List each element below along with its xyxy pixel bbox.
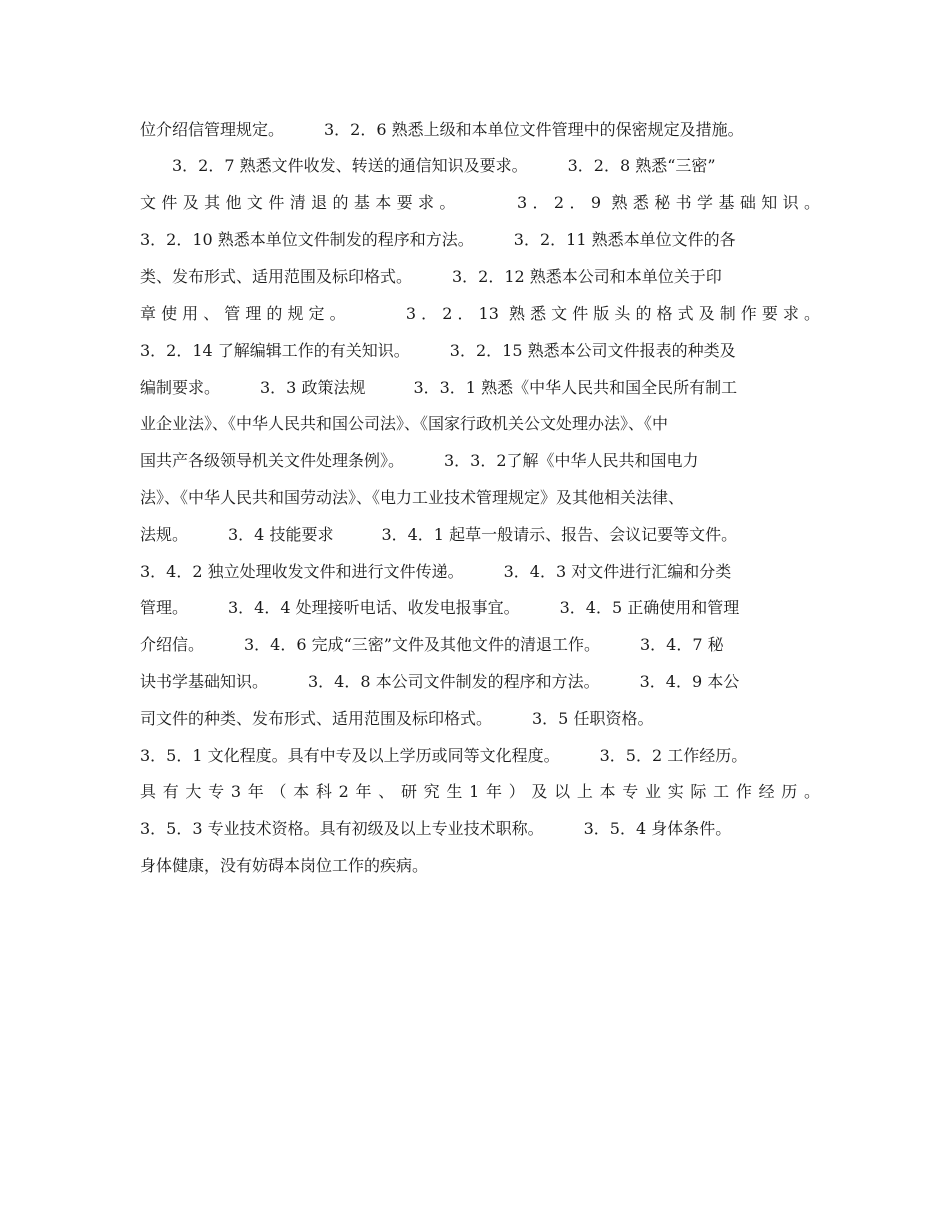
body-text-line: 3．4．2 独立处理收发文件和进行文件传递。 3．4．3 对文件进行汇编和分类 bbox=[140, 562, 732, 581]
body-text-line: 编制要求。 3．3 政策法规 3．3．1 熟悉《中华人民共和国全民所有制工 bbox=[140, 378, 738, 397]
body-text-line: 介绍信。 3．4．6 完成“三密”文件及其他文件的清退工作。 3．4．7 秘 bbox=[140, 635, 724, 654]
body-text-line: 类、发布形式、适用范围及标印格式。 3．2．12 熟悉本公司和本单位关于印 bbox=[140, 267, 722, 286]
body-text-line: 3．5．1 文化程度。具有中专及以上学历或同等文化程度。 3．5．2 工作经历。 bbox=[140, 746, 748, 765]
body-text-line: 国共产各级领导机关文件处理条例》。 3．3．2了解《中华人民共和国电力 bbox=[140, 451, 699, 470]
body-text-line: 身体健康，没有妨碍本岗位工作的疾病。 bbox=[140, 856, 429, 875]
body-text-line: 具有大专3年（本科2年、研究生1年）及以上本专业实际工作经历。 bbox=[140, 782, 820, 801]
body-text-line: 章使用、管理的规定。 3．2．13 熟悉文件版头的格式及制作要求。 bbox=[140, 304, 820, 323]
body-text-line: 3．5．3 专业技术资格。具有初级及以上专业技术职称。 3．5．4 身体条件。 bbox=[140, 819, 732, 838]
body-text-line: 法规。 3．4 技能要求 3．4．1 起草一般请示、报告、会议记要等文件。 bbox=[140, 525, 738, 544]
body-text-line: 业企业法》、《中华人民共和国公司法》、《国家行政机关公文处理办法》、《中 bbox=[140, 414, 669, 433]
body-text-line: 位介绍信管理规定。 3．2．6 熟悉上级和本单位文件管理中的保密规定及措施。 bbox=[140, 120, 744, 139]
body-text-line: 文件及其他文件清退的基本要求。 3．2．9 熟悉秘书学基础知识。 bbox=[140, 193, 820, 212]
body-text-line: 法》、《中华人民共和国劳动法》、《电力工业技术管理规定》及其他相关法律、 bbox=[140, 488, 685, 507]
body-text-line: 3．2．7 熟悉文件收发、转送的通信知识及要求。 3．2．8 熟悉“三密” bbox=[172, 156, 716, 175]
body-text-line: 3．2．14 了解编辑工作的有关知识。 3．2．15 熟悉本公司文件报表的种类及 bbox=[140, 341, 736, 360]
body-text-line: 司文件的种类、发布形式、适用范围及标印格式。 3．5 任职资格。 bbox=[140, 709, 654, 728]
body-text-line: 3．2．10 熟悉本单位文件制发的程序和方法。 3．2．11 熟悉本单位文件的各 bbox=[140, 230, 736, 249]
body-text-line: 管理。 3．4．4 处理接听电话、收发电报事宜。 3．4．5 正确使用和管理 bbox=[140, 598, 740, 617]
body-text-line: 诀书学基础知识。 3．4．8 本公司文件制发的程序和方法。 3．4．9 本公 bbox=[140, 672, 740, 691]
